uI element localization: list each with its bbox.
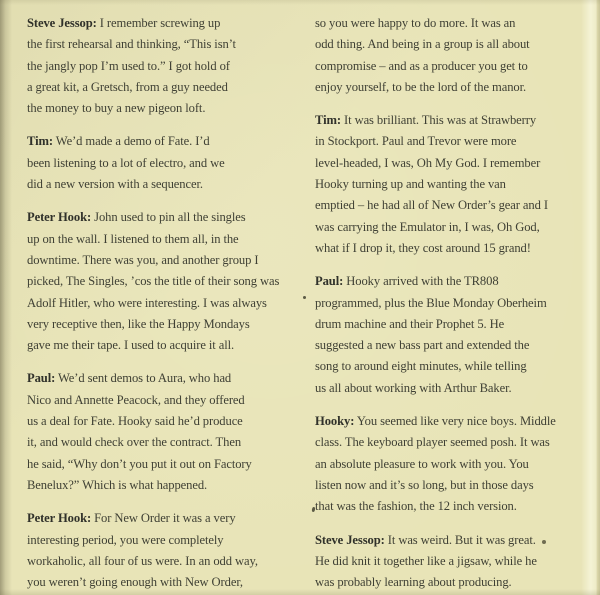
text-line <box>27 13 299 34</box>
line-text: very receptive then, like the Happy Mondays <box>27 316 250 331</box>
text-line <box>315 432 589 453</box>
text-line <box>315 110 589 131</box>
text-line <box>315 454 589 475</box>
interview-paragraph <box>27 508 299 593</box>
text-line <box>27 551 299 572</box>
line-text: We’d made a demo of Fate. I’d <box>55 134 210 149</box>
line-text: enjoy yourself, to be the lord of the manor. <box>315 79 527 94</box>
line-text: programmed, plus the Blue Monday Oberheim <box>315 295 547 310</box>
interview-paragraph <box>27 131 299 195</box>
line-text: For New Order it was a very <box>94 511 236 526</box>
line-text: he said, “Why don’t you put it out on Factory <box>27 456 252 471</box>
line-text: was carrying the Emulator in, I was, Oh God, <box>315 219 540 234</box>
line-text: I remember screwing up <box>99 16 221 30</box>
line-text: compromise – and as a producer you get to <box>315 58 528 73</box>
text-line <box>27 207 299 228</box>
text-line <box>27 98 299 119</box>
page-left-shadow <box>0 0 12 595</box>
line-text: John used to pin all the singles <box>94 210 246 225</box>
text-line <box>315 314 589 335</box>
text-line <box>27 77 299 98</box>
line-text: up on the wall. I listened to them all, in the <box>27 231 239 246</box>
text-line <box>315 195 589 216</box>
line-text: you weren’t going enough with New Order, <box>27 575 243 590</box>
text-line <box>27 250 299 271</box>
line-text: gave me their tape. I used to acquire it all. <box>27 338 235 353</box>
text-line <box>315 530 589 551</box>
line-text: It was weird. But it was great. <box>387 532 536 547</box>
interview-paragraph <box>27 13 299 119</box>
page-top-shade <box>0 0 600 5</box>
text-column-right <box>315 13 589 595</box>
line-text: us a deal for Fate. Hooky said he’d produce <box>27 414 243 429</box>
line-text: song to around eight minutes, while telling <box>315 359 527 374</box>
text-line <box>27 335 299 356</box>
line-text: so you were happy to do more. It was an <box>315 16 516 30</box>
line-text: a great kit, a Gretsch, from a guy needed <box>27 79 228 94</box>
speaker-name: Steve Jessop: <box>315 532 385 547</box>
line-text: us all about working with Arthur Baker. <box>315 380 512 395</box>
interview-paragraph <box>315 13 589 98</box>
line-text: it, and would check over the contract. Then <box>27 435 242 450</box>
line-text: the first rehearsal and thinking, “This isn’t <box>27 37 236 52</box>
line-text: the jangly pop I’m used to.” I got hold of <box>27 58 230 73</box>
text-line <box>315 153 589 174</box>
line-text: an absolute pleasure to work with you. You <box>315 456 529 471</box>
line-text: Hooky turning up and wanting the van <box>315 177 506 192</box>
text-line <box>27 508 299 529</box>
text-line <box>315 217 589 238</box>
interview-paragraph <box>315 110 589 259</box>
line-text: Hooky arrived with the TR808 <box>346 274 499 289</box>
speaker-name: Tim: <box>315 113 341 128</box>
print-speck <box>303 296 306 299</box>
line-text: Benelux?” Which is what happened. <box>27 477 208 492</box>
text-line <box>27 131 299 152</box>
text-column-left <box>27 13 299 595</box>
text-line <box>27 34 299 55</box>
line-text: We’d sent demos to Aura, who had <box>58 371 232 386</box>
text-line <box>315 13 589 34</box>
interview-paragraph <box>315 530 589 594</box>
line-text: picked, The Singles, ’cos the title of their song was <box>27 274 280 289</box>
line-text: class. The keyboard player seemed posh. It was <box>315 435 550 450</box>
text-line <box>27 390 299 411</box>
line-text: Nico and Annette Peacock, and they offered <box>27 392 245 407</box>
line-text: interesting period, you were completely <box>27 532 224 547</box>
line-text: You seemed like very nice boys. Middle <box>356 414 556 429</box>
line-text: downtime. There was you, and another group I <box>27 252 259 267</box>
line-text: that was the fashion, the 12 inch version. <box>315 499 517 514</box>
line-text: drum machine and their Prophet 5. He <box>315 316 505 331</box>
speaker-name: Peter Hook: <box>27 511 92 526</box>
interview-paragraph <box>315 411 589 517</box>
print-speck <box>542 540 546 544</box>
speaker-name: Paul: <box>27 371 56 386</box>
line-text: listen now and it’s so long, but in those days <box>315 477 534 492</box>
interview-paragraph <box>27 207 299 356</box>
line-text: Adolf Hitler, who were interesting. I was always <box>27 295 267 310</box>
text-line <box>315 335 589 356</box>
text-line <box>315 77 589 98</box>
text-line <box>315 496 589 517</box>
line-text: suggested a new bass part and extended the <box>315 338 530 353</box>
text-line <box>315 551 589 572</box>
line-text: level-headed, I was, Oh My God. I remember <box>315 155 541 170</box>
text-line <box>315 174 589 195</box>
text-line <box>27 271 299 292</box>
text-line <box>27 153 299 174</box>
speaker-name: Peter Hook: <box>27 210 92 225</box>
line-text: It was brilliant. This was at Strawberry <box>344 113 537 128</box>
text-line <box>315 238 589 259</box>
line-text: He did knit it together like a jigsaw, while he <box>315 553 537 568</box>
interview-paragraph <box>27 368 299 496</box>
text-line <box>315 131 589 152</box>
text-line <box>315 293 589 314</box>
text-line <box>315 34 589 55</box>
line-text: workaholic, all four of us were. In an odd way, <box>27 553 258 568</box>
interview-paragraph <box>315 271 589 399</box>
text-line <box>27 411 299 432</box>
text-line <box>27 229 299 250</box>
page-right-highlight <box>581 0 597 595</box>
text-line <box>315 356 589 377</box>
text-line <box>27 530 299 551</box>
line-text: the money to buy a new pigeon loft. <box>27 101 206 116</box>
speaker-name: Steve Jessop: <box>27 16 97 30</box>
text-line <box>27 293 299 314</box>
text-line <box>315 378 589 399</box>
speaker-name: Hooky: <box>315 414 355 429</box>
text-line <box>315 475 589 496</box>
line-text: emptied – he had all of New Order’s gear and I <box>315 198 548 213</box>
text-line <box>27 368 299 389</box>
page-right-edge <box>596 0 600 595</box>
line-text: odd thing. And being in a group is all about <box>315 37 530 52</box>
line-text: did a new version with a sequencer. <box>27 177 203 192</box>
text-line <box>315 411 589 432</box>
text-line <box>315 56 589 77</box>
text-line <box>27 432 299 453</box>
speaker-name: Paul: <box>315 274 344 289</box>
text-line <box>315 271 589 292</box>
line-text: in Stockport. Paul and Trevor were more <box>315 134 517 149</box>
text-line <box>27 174 299 195</box>
text-line <box>27 314 299 335</box>
line-text: what if I drop it, they cost around 15 grand! <box>315 240 531 255</box>
text-line <box>27 475 299 496</box>
line-text: been listening to a lot of electro, and we <box>27 155 225 170</box>
line-text: was probably learning about producing. <box>315 575 512 590</box>
speaker-name: Tim: <box>27 134 53 149</box>
text-line <box>27 454 299 475</box>
page-bottom-shade <box>0 589 600 595</box>
text-line <box>27 56 299 77</box>
